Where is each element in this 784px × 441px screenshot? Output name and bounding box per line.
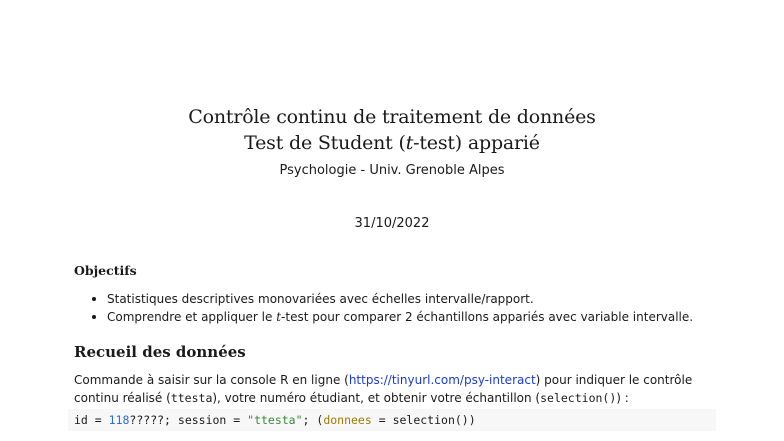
- objectif-item-1: [90, 290, 693, 308]
- objectif-item-2-prefix: Comprendre et appliquer le: [107, 310, 277, 324]
- code-session-string: "ttesta": [247, 413, 303, 427]
- objectifs-heading: Objectifs: [74, 263, 137, 278]
- bullet-icon: [92, 297, 96, 301]
- code-eq: =: [226, 413, 248, 427]
- code-sep: ; (: [302, 413, 324, 427]
- code-session: session: [177, 413, 227, 427]
- recueil-text-4: ), votre numéro étudiant, et obtenir votre échantillon (: [212, 391, 541, 405]
- title-block: [0, 104, 784, 180]
- bullet-icon: [92, 315, 96, 319]
- title-line-2-prefix: Test de Student (: [244, 132, 406, 154]
- code-donnees: donnees: [323, 413, 372, 427]
- inline-code-ttesta: ttesta: [170, 391, 213, 405]
- recueil-text-2: ) pour indiquer le contrôle: [535, 373, 693, 387]
- objectif-item-1-text: Statistiques descriptives monovariées avec échelles intervalle/rapport.: [107, 292, 534, 306]
- title-line-2: [0, 130, 784, 156]
- recueil-text-3: continu réalisé (: [74, 391, 171, 405]
- psy-interact-link[interactable]: https://tinyurl.com/psy-interact: [348, 373, 536, 387]
- recueil-heading: Recueil des données: [74, 343, 246, 361]
- objectif-item-2: [90, 308, 693, 326]
- recueil-text-1: Commande à saisir sur la console R en ligne (: [74, 373, 349, 387]
- code-eq: =: [371, 413, 393, 427]
- code-selection-call: selection()): [392, 413, 476, 427]
- title-line-2-suffix: -test) apparié: [413, 132, 540, 154]
- recueil-text-5: ) :: [616, 391, 629, 405]
- recueil-paragraph: [74, 371, 734, 407]
- code-id-rest: ?????;: [129, 413, 178, 427]
- inline-code-selection: selection(): [540, 391, 617, 405]
- objectifs-list: [90, 290, 693, 326]
- document-date: 31/10/2022: [354, 216, 430, 231]
- code-eq: =: [87, 413, 109, 427]
- objectif-item-2-suffix: -test pour comparer 2 échantillons appariés avec variable intervalle.: [281, 310, 694, 324]
- code-block[interactable]: [68, 409, 716, 431]
- objectif-item-2-italic: t: [276, 310, 282, 324]
- subtitle: Psychologie - Univ. Grenoble Alpes: [279, 163, 505, 178]
- title-line-1: Contrôle continu de traitement de données: [188, 106, 596, 128]
- title-line-2-italic: t: [405, 132, 414, 154]
- code-id-number: 118: [108, 413, 130, 427]
- code-id: id: [74, 413, 88, 427]
